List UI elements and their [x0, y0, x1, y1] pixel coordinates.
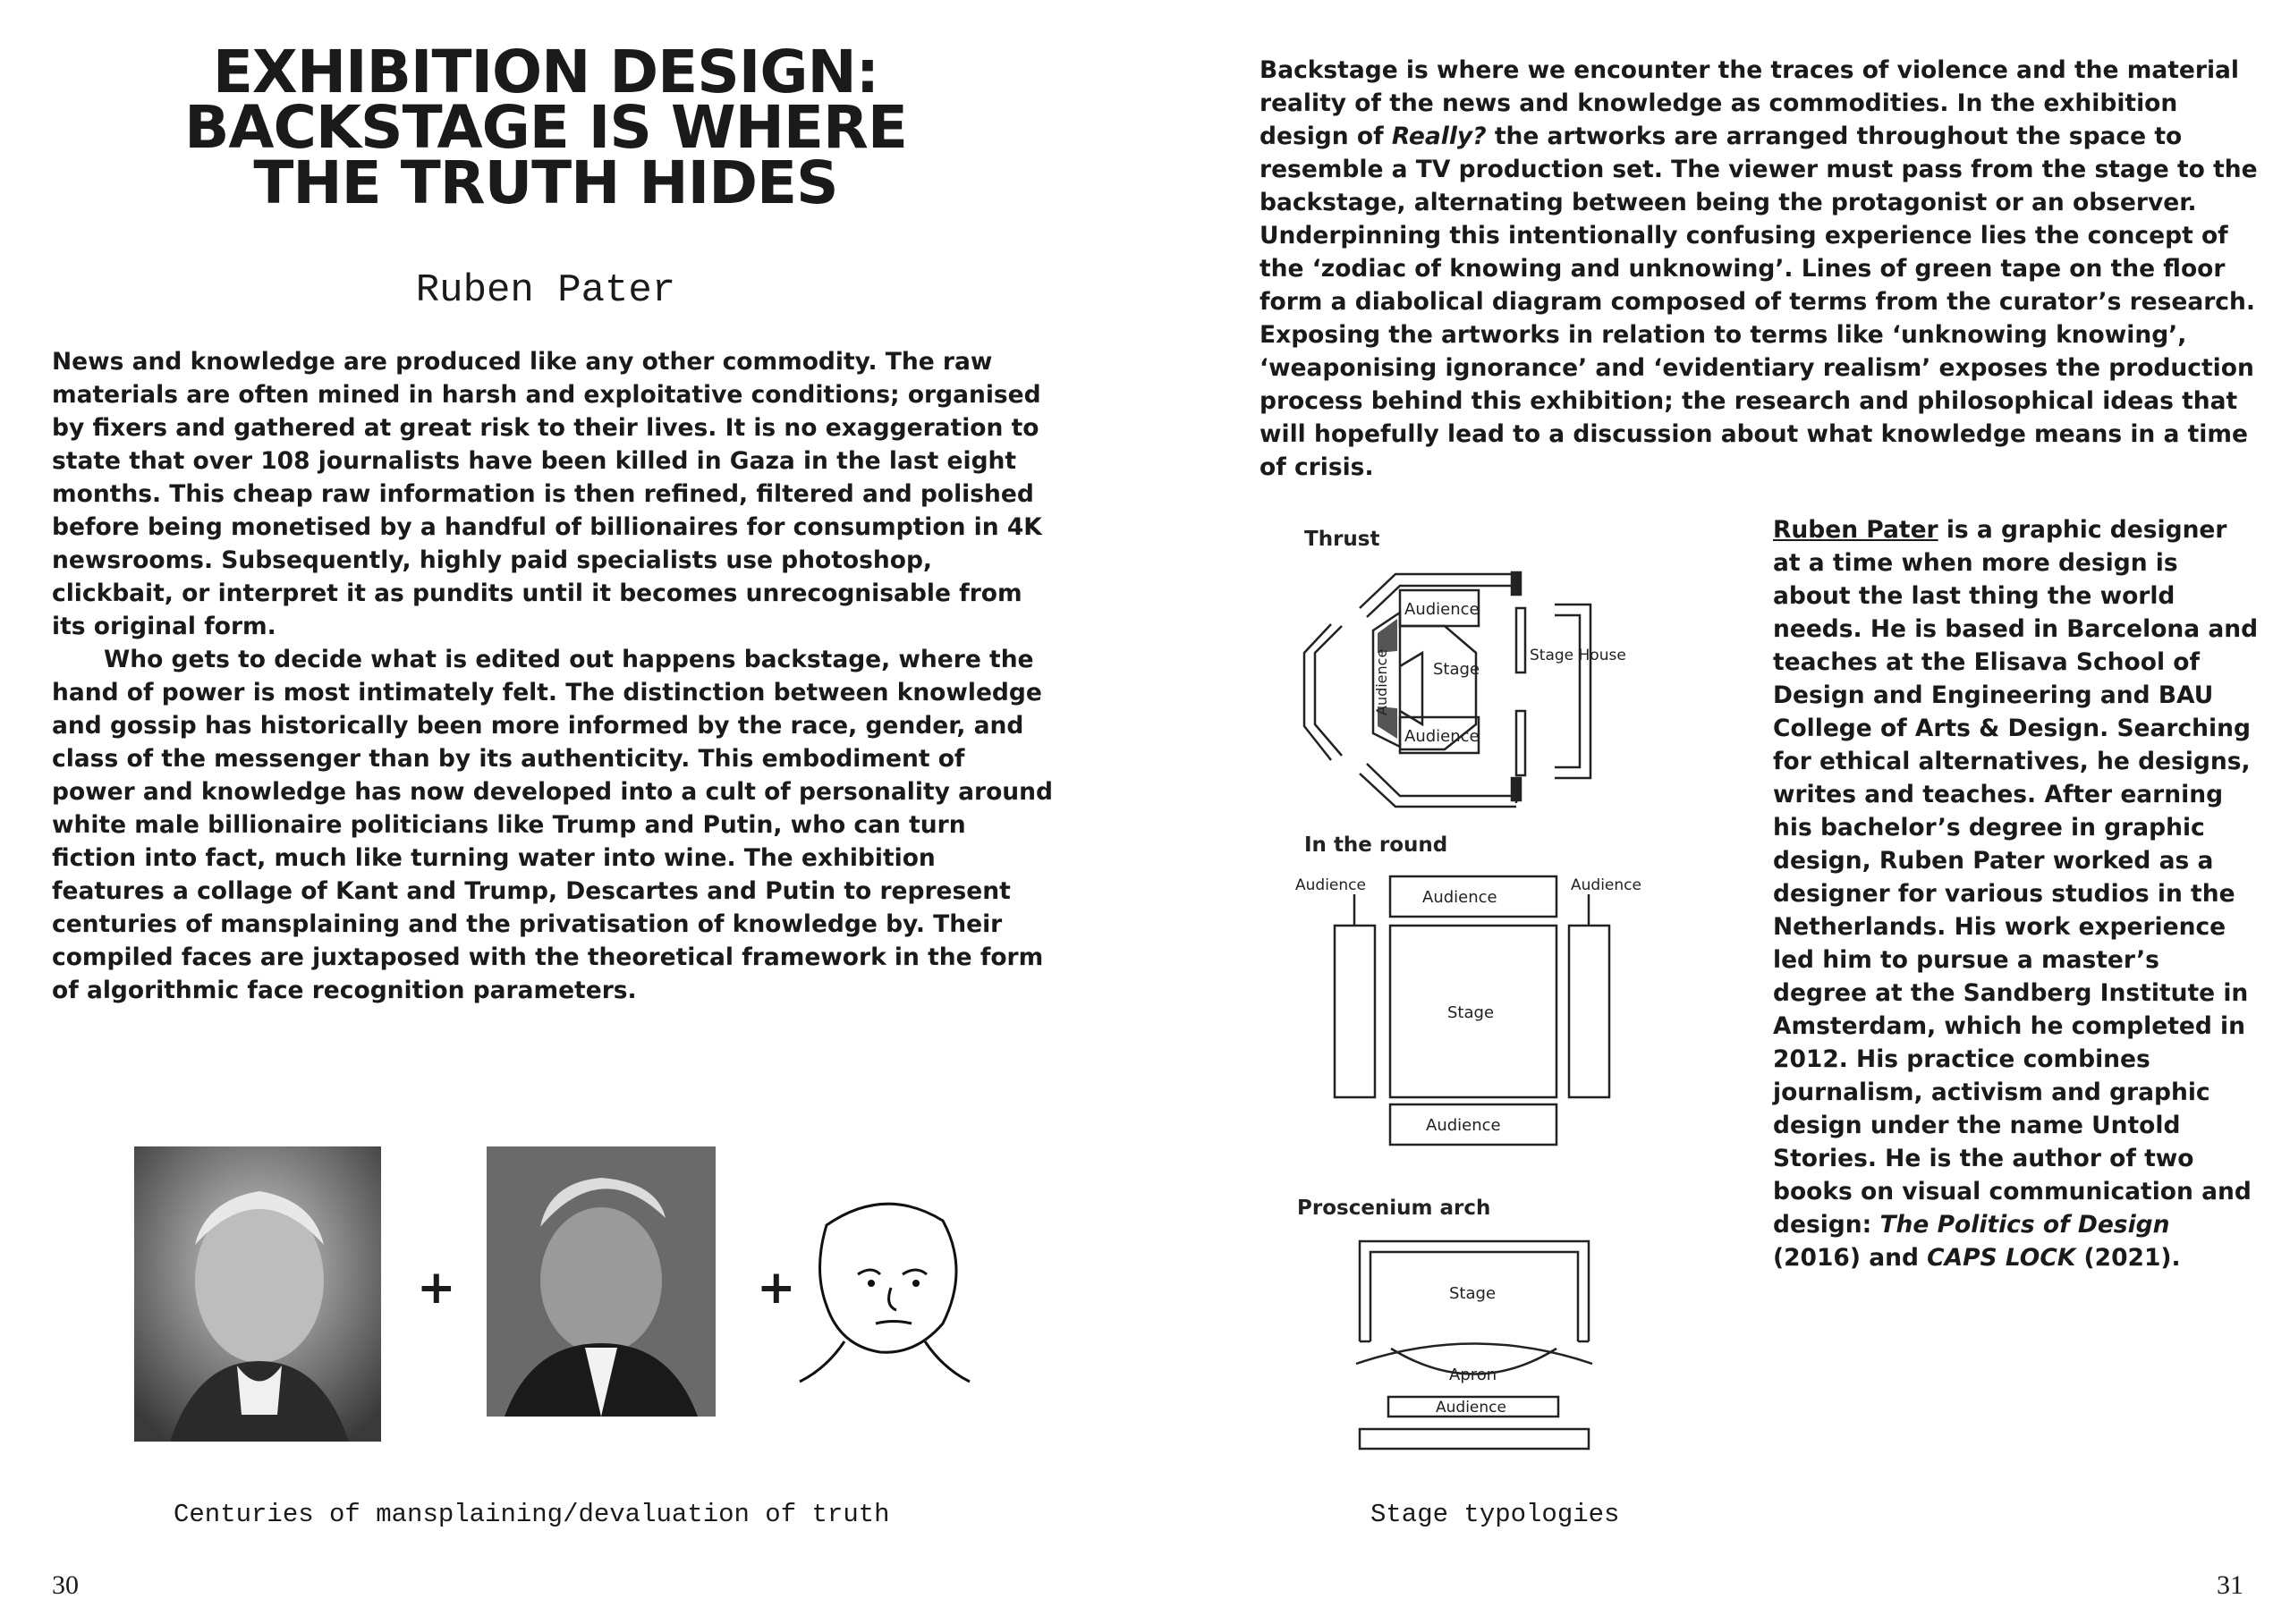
bio-text: is a graphic designer at a time when more design is about the last thing the world needs. He is based in Barcelona and teaches at the Elisava School of Design and Engineering and BAU College of Arts & Design. Searching for ethical alternatives, he designs, writes and teaches. After earning his bachelor’s degree in graphic design, Ruben Pater worked as a designer for various studios in the Netherlands. His work experience led him to pursue a master’s degree at the Sandberg Institute in Amsterdam, which he completed in 2012. His practice combines journalism, activism and graphic design under the name Untold Stories. He is the author of two books on visual communication and design: [1773, 516, 2259, 1239]
title-line-3: THE TRUTH HIDES [253, 148, 838, 217]
collage-caption: Centuries of mansplaining/devaluation of truth [174, 1500, 890, 1529]
round-stage: Stage [1447, 1003, 1495, 1022]
title-line-1: EXHIBITION DESIGN: [212, 38, 879, 106]
wojak-drawing-image [791, 1189, 979, 1386]
kant-portrait-image [134, 1146, 381, 1442]
bio-author-name: Ruben Pater [1773, 516, 1938, 544]
thrust-audience-bottom: Audience [1404, 727, 1480, 746]
thrust-stage-house: Stage House [1530, 647, 1626, 664]
bio-paragraph [1773, 513, 2260, 1274]
paragraph-3 [1260, 54, 2261, 484]
page-number-left: 30 [52, 1570, 79, 1600]
thrust-audience-side: Audience [1373, 648, 1390, 715]
title-line-2: BACKSTAGE IS WHERE [184, 93, 907, 162]
proscenium-audience: Audience [1436, 1399, 1506, 1417]
stage-typologies-diagram [1288, 519, 1691, 1467]
proscenium-label: Proscenium arch [1297, 1197, 1491, 1220]
trump-portrait-image [487, 1146, 716, 1417]
author-name: Ruben Pater [415, 268, 676, 313]
author-bio [1773, 513, 2260, 1274]
proscenium-apron: Apron [1449, 1366, 1497, 1384]
round-audience-top: Audience [1422, 888, 1497, 907]
diagram-caption: Stage typologies [1370, 1500, 1620, 1529]
page-number-right: 31 [2217, 1570, 2243, 1600]
paragraph-2: Who gets to decide what is edited out happens backstage, where the hand of power is most intimately felt. The distinction between knowledge and gossip has historically been more informed by the race, gender, and class of the messenger than by its authenticity. This embodiment of power and knowledge has now developed into a cult of personality around white male billionaire politicians like Trump and Putin, who can turn fiction into fact, much like turning water into wine. The exhibition features a collage of Kant and Trump, Descartes and Putin to represent centuries of mansplaining and the privatisation of knowledge by. Their compiled faces are juxtaposed with the theoretical framework in the form of algorithmic face recognition parameters. [52, 646, 1053, 1004]
paragraph-3-end: the artworks are arranged throughout the space to resemble a TV production set. The viewer must pass from the stage to the backstage, alternating between being the protagonist or an observer. Underpinning this intentionally confusing experience lies the concept of the ‘zodiac of knowing and unknowing’. Lines of green tape on the floor form a diabolical diagram composed of terms from the curator’s research. Exposing the artworks in relation to terms like ‘unknowing knowing’, ‘weaponising ignorance’ and ‘evidentiary realism’ exposes the production process behind this exhibition; the research and philosophical ideas that will hopefully lead to a discussion about what knowledge means in a time of crisis. [1260, 123, 2258, 481]
round-audience-right: Audience [1571, 876, 1641, 894]
article-body-right [1260, 54, 2261, 484]
thrust-label: Thrust [1304, 528, 1380, 551]
thrust-audience-top: Audience [1404, 600, 1480, 619]
round-audience-bottom: Audience [1426, 1116, 1501, 1135]
round-audience-left: Audience [1295, 876, 1366, 894]
proscenium-stage: Stage [1449, 1284, 1497, 1303]
book2-year: (2021). [2075, 1244, 2181, 1272]
book1-year: (2016) and [1773, 1244, 1928, 1272]
thrust-stage: Stage [1433, 660, 1480, 679]
exhibition-title-really: Really? [1391, 123, 1487, 150]
book-title-politics-of-design: The Politics of Design [1879, 1211, 2170, 1239]
paragraph-1: News and knowledge are produced like any other commodity. The raw materials are often mined in harsh and exploitative conditions; organised by fixers and gathered at great risk to their lives. It is no exaggeration to state that over 108 journalists have been killed in Gaza in the last eight months. This cheap raw information is then refined, filtered and polished before being monetised by a handful of billionaires for consumption in 4K newsrooms. Subsequently, highly paid specialists use photoshop, clickbait, or interpret it as pundits until it becomes unrecognisable from its original form. [52, 348, 1042, 640]
paragraph-3-start: Backstage is where we encounter the traces of violence and the material reality of the news and knowledge as commodities. In the exhibition design of [1260, 56, 2239, 150]
page-title [54, 38, 1038, 217]
book-title-caps-lock: CAPS LOCK [1927, 1244, 2076, 1272]
article-body-left [52, 345, 1054, 1007]
plus-sign-1: + [417, 1261, 456, 1315]
round-label: In the round [1304, 833, 1448, 857]
plus-sign-2: + [757, 1261, 796, 1315]
